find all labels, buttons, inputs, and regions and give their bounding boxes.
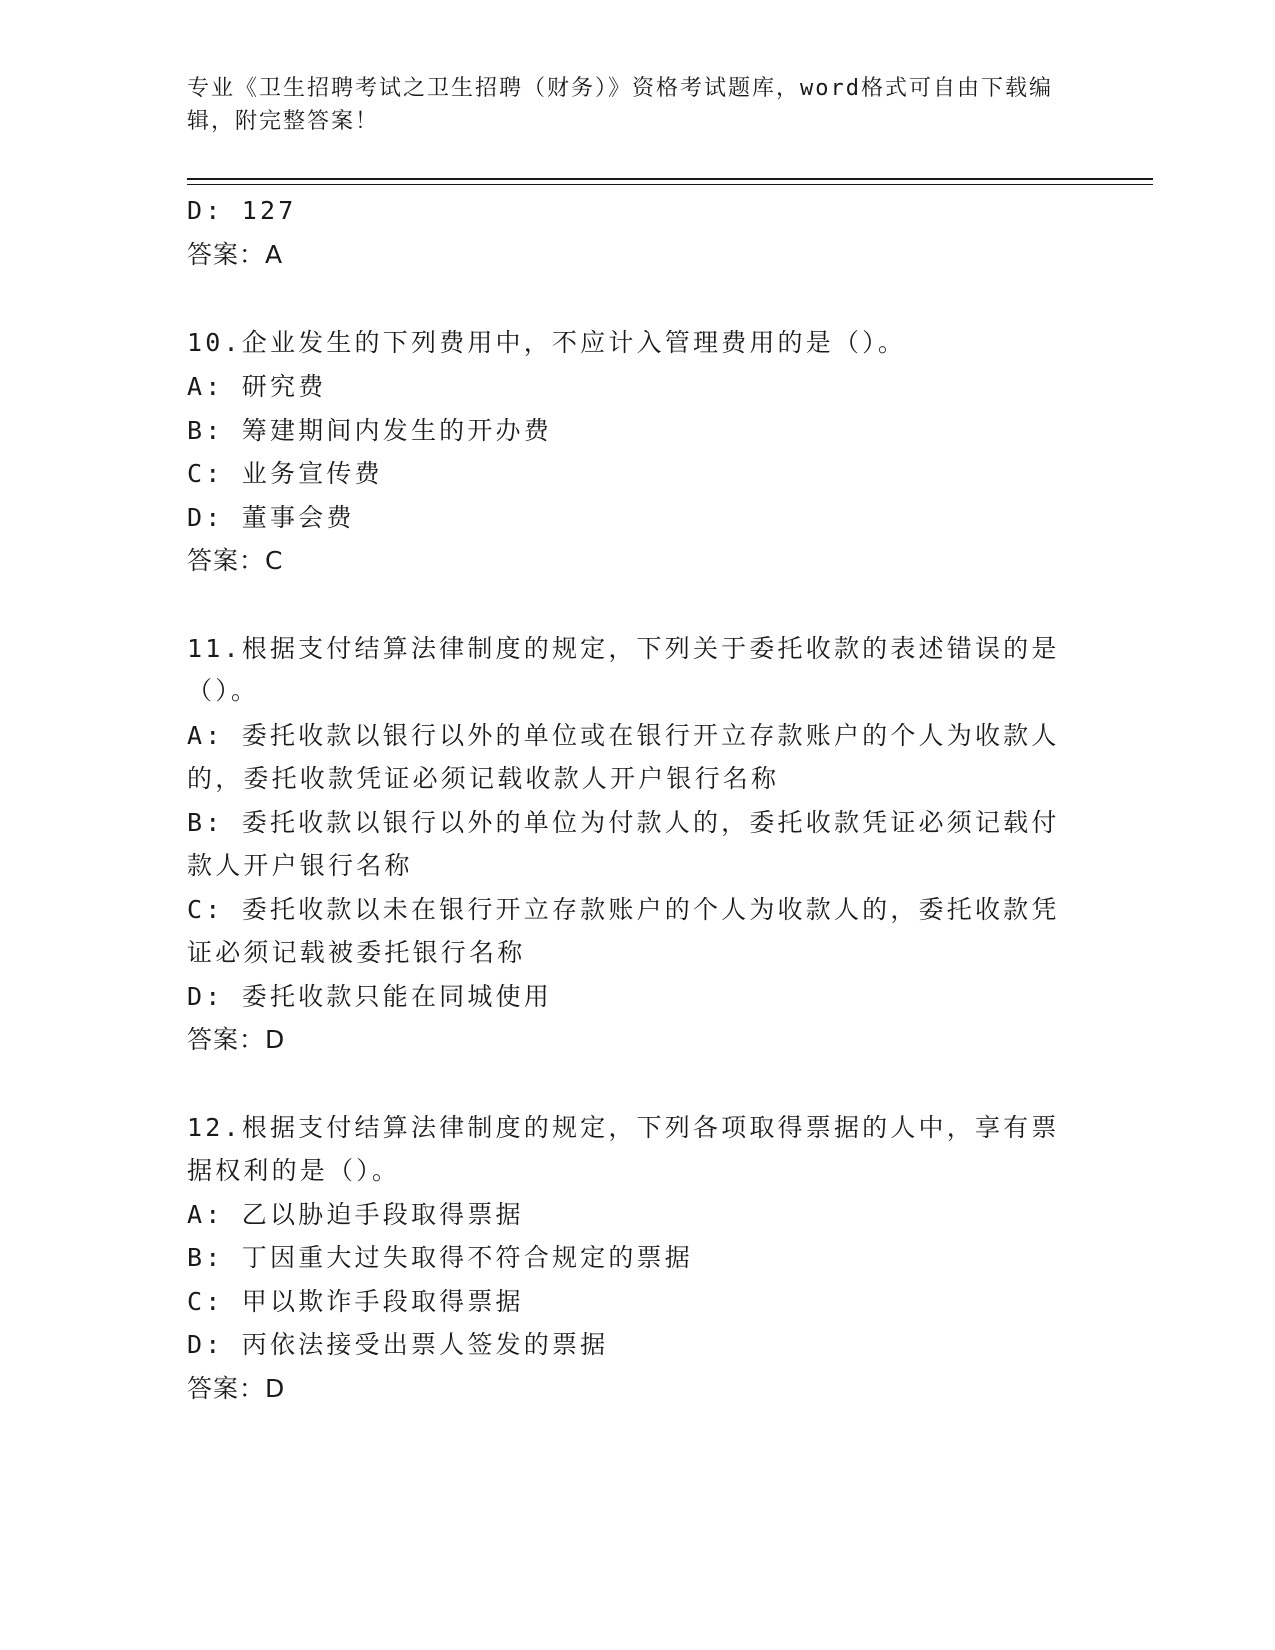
document-header: 专业《卫生招聘考试之卫生招聘（财务）》资格考试题库，word格式可自由下载编辑，附完整答案！ xyxy=(187,76,1053,134)
question-10-stem: 10.企业发生的下列费用中，不应计入管理费用的是（）。 xyxy=(187,328,907,357)
prev-answer: 答案：A xyxy=(187,240,284,269)
question-11-stem-line2: （）。 xyxy=(187,676,260,705)
question-11-answer: 答案：D xyxy=(187,1025,286,1054)
question-11-stem-line1: 11.根据支付结算法律制度的规定，下列关于委托收款的表述错误的是 xyxy=(187,634,1060,663)
question-12-option-a: A: 乙以胁迫手段取得票据 xyxy=(187,1200,524,1229)
question-11-option-b-line1: B: 委托收款以银行以外的单位为付款人的，委托收款凭证必须记载付 xyxy=(187,808,1060,837)
question-10-answer: 答案：C xyxy=(187,546,284,575)
header-rule-thin xyxy=(187,184,1153,185)
question-11-option-d: D: 委托收款只能在同城使用 xyxy=(187,982,552,1011)
question-11-option-c-line1: C: 委托收款以未在银行开立存款账户的个人为收款人的，委托收款凭 xyxy=(187,895,1060,924)
question-10-option-c: C: 业务宣传费 xyxy=(187,459,383,488)
header-rule-thick xyxy=(187,178,1153,180)
prev-option-d: D: 127 xyxy=(187,196,297,225)
question-12-answer: 答案：D xyxy=(187,1374,286,1403)
question-11-option-b-line2: 款人开户银行名称 xyxy=(187,851,413,880)
question-10-option-a: A: 研究费 xyxy=(187,372,327,401)
question-12-stem-line1: 12.根据支付结算法律制度的规定，下列各项取得票据的人中，享有票 xyxy=(187,1113,1060,1142)
question-11-option-a-line1: A: 委托收款以银行以外的单位或在银行开立存款账户的个人为收款人 xyxy=(187,721,1060,750)
question-11-option-c-line2: 证必须记载被委托银行名称 xyxy=(187,938,526,967)
question-10-option-d: D: 董事会费 xyxy=(187,503,355,532)
question-11-option-a-line2: 的，委托收款凭证必须记载收款人开户银行名称 xyxy=(187,764,780,793)
question-10-option-b: B: 筹建期间内发生的开办费 xyxy=(187,416,552,445)
question-12-option-d: D: 丙依法接受出票人签发的票据 xyxy=(187,1330,609,1359)
question-12-stem-line2: 据权利的是（）。 xyxy=(187,1156,401,1185)
question-12-option-c: C: 甲以欺诈手段取得票据 xyxy=(187,1287,524,1316)
question-12-option-b: B: 丁因重大过失取得不符合规定的票据 xyxy=(187,1243,693,1272)
